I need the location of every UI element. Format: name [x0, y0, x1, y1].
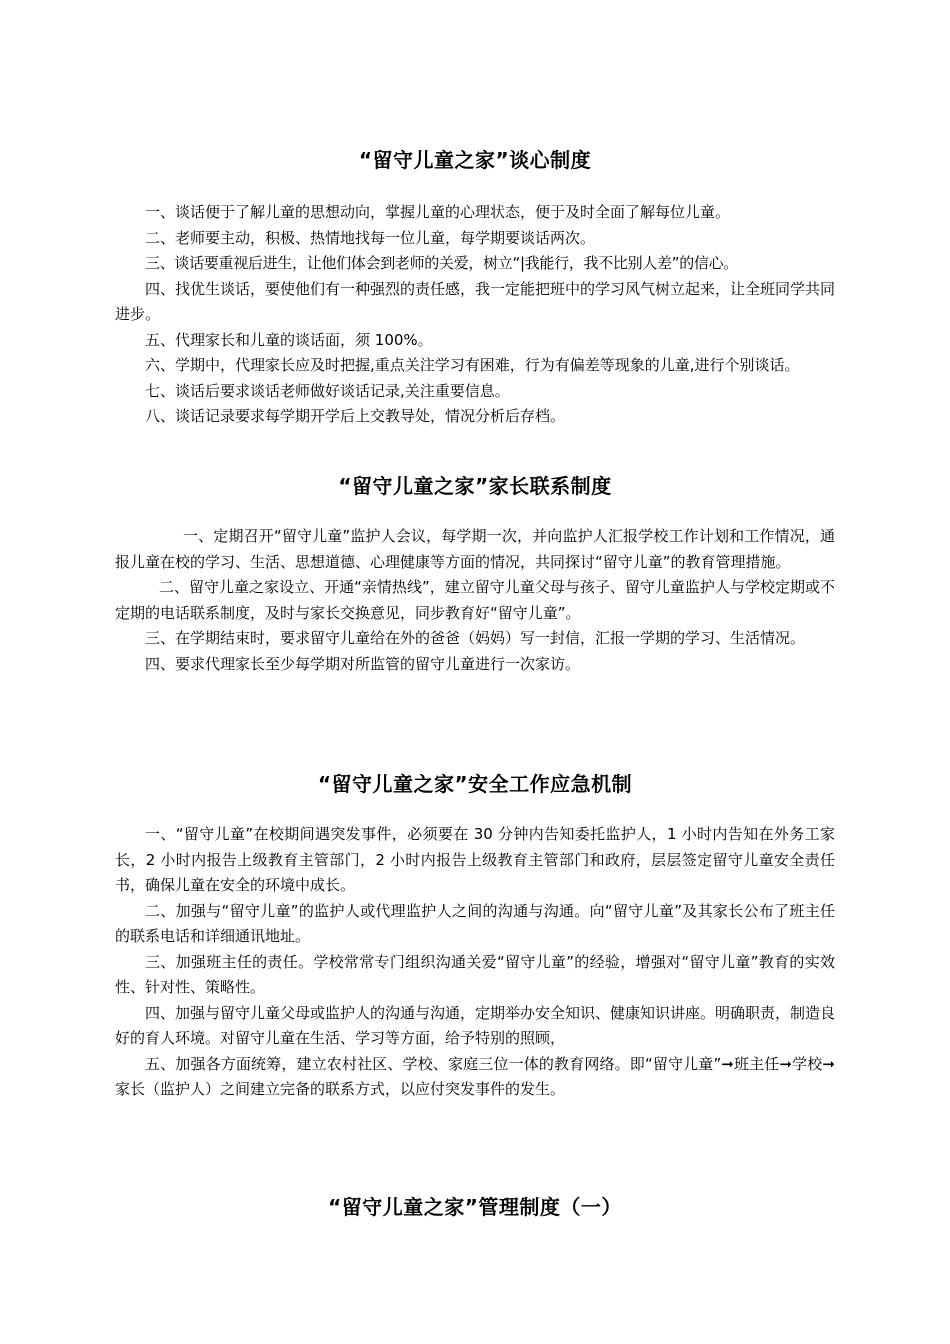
section-title-parent-contact: “留守儿童之家”家长联系制度 — [338, 474, 612, 498]
paragraph: 四、加强与留守儿童父母或监护人的沟通与沟通，定期举办安全知识、健康知识讲座。明确职责，制造良好的育人环境。对留守儿童在生活、学习等方面，给予特别的照顾， — [115, 1003, 836, 1047]
paragraph: 二、加强与“留守儿童”的监护人或代理监护人之间的沟通与沟通。向“留守儿童”及其家长公布了班主任的联系电话和详细通讯地址。 — [115, 901, 835, 945]
section-body-parent-contact — [115, 524, 835, 677]
paragraph: 七、谈话后要求谈话老师做好谈话记录,关注重要信息。 — [145, 381, 510, 400]
paragraph: 三、谈话要重视后进生，让他们体会到老师的关爱，树立“|我能行，我不比别人差”的信心。 — [145, 254, 739, 272]
paragraph: 二、老师要主动，积极、热情地找每一位儿童，每学期要谈话两次。 — [145, 228, 596, 247]
section-title-management: “留守儿童之家”管理制度（一） — [328, 1195, 622, 1219]
paragraph: 三、在学期结束时，要求留守儿童给在外的爸爸（妈妈）写一封信，汇报一学期的学习、生活情况。 — [145, 629, 806, 647]
paragraph: 八、谈话记录要求每学期开学后上交教导处，情况分析后存档。 — [145, 407, 566, 425]
paragraph: 二、留守儿童之家设立、开通“亲情热线”，建立留守儿童父母与孩子、留守儿童监护人与学校定期或不定期的电话联系制度，及时与家长交换意见，同步教育好“留守儿童”。 — [115, 578, 835, 622]
section-body-talk — [115, 200, 835, 430]
section-body-safety — [115, 822, 835, 1103]
paragraph: 三、加强班主任的责任。学校常常专门组织沟通关爱“留守儿童”的经验，增强对“留守儿童”教育的实效性、针对性、策略性。 — [115, 952, 835, 996]
paragraph: 一、定期召开“留守儿童”监护人会议，每学期一次，并向监护人汇报学校工作计划和工作情况，通报儿童在校的学习、生活、思想道德、心理健康等方面的情况，共同探讨“留守儿童”的教育管理措施。 — [115, 527, 835, 571]
paragraph: 五、代理家长和儿童的谈话面，须 100%。 — [145, 330, 433, 349]
paragraph: 一、谈话便于了解儿童的思想动向，掌握儿童的心理状态，便于及时全面了解每位儿童。 — [145, 203, 731, 221]
paragraph: 一、“留守儿童”在校期间遇突发事件，必须要在 30 分钟内告知委托监护人，1 小时内告知在外务工家长，2 小时内报告上级教育主管部门，2 小时内报告上级教育主管部门和政府，层层签定留守儿童安全责任书，确保儿童在安全的环境中成长。 — [115, 825, 835, 894]
paragraph: 六、学期中，代理家长应及时把握,重点关注学习有困难，行为有偏差等现象的儿童,进行个别谈话。 — [145, 356, 800, 374]
section-title-safety: “留守儿童之家”安全工作应急机制 — [317, 772, 633, 796]
paragraph: 四、找优生谈话，要使他们有一种强烈的责任感，我一定能把班中的学习风气树立起来，让全班同学共同进步。 — [115, 279, 836, 323]
paragraph: 五、加强各方面统筹，建立农村社区、学校、家庭三位一体的教育网络。即“留守儿童”➞班主任➞学校➞家长（监护人）之间建立完备的联系方式，以应付突发事件的发生。 — [115, 1054, 835, 1098]
section-title-talk: “留守儿童之家”谈心制度 — [358, 148, 592, 172]
paragraph: 四、要求代理家长至少每学期对所监管的留守儿童进行一次家访。 — [145, 654, 581, 673]
